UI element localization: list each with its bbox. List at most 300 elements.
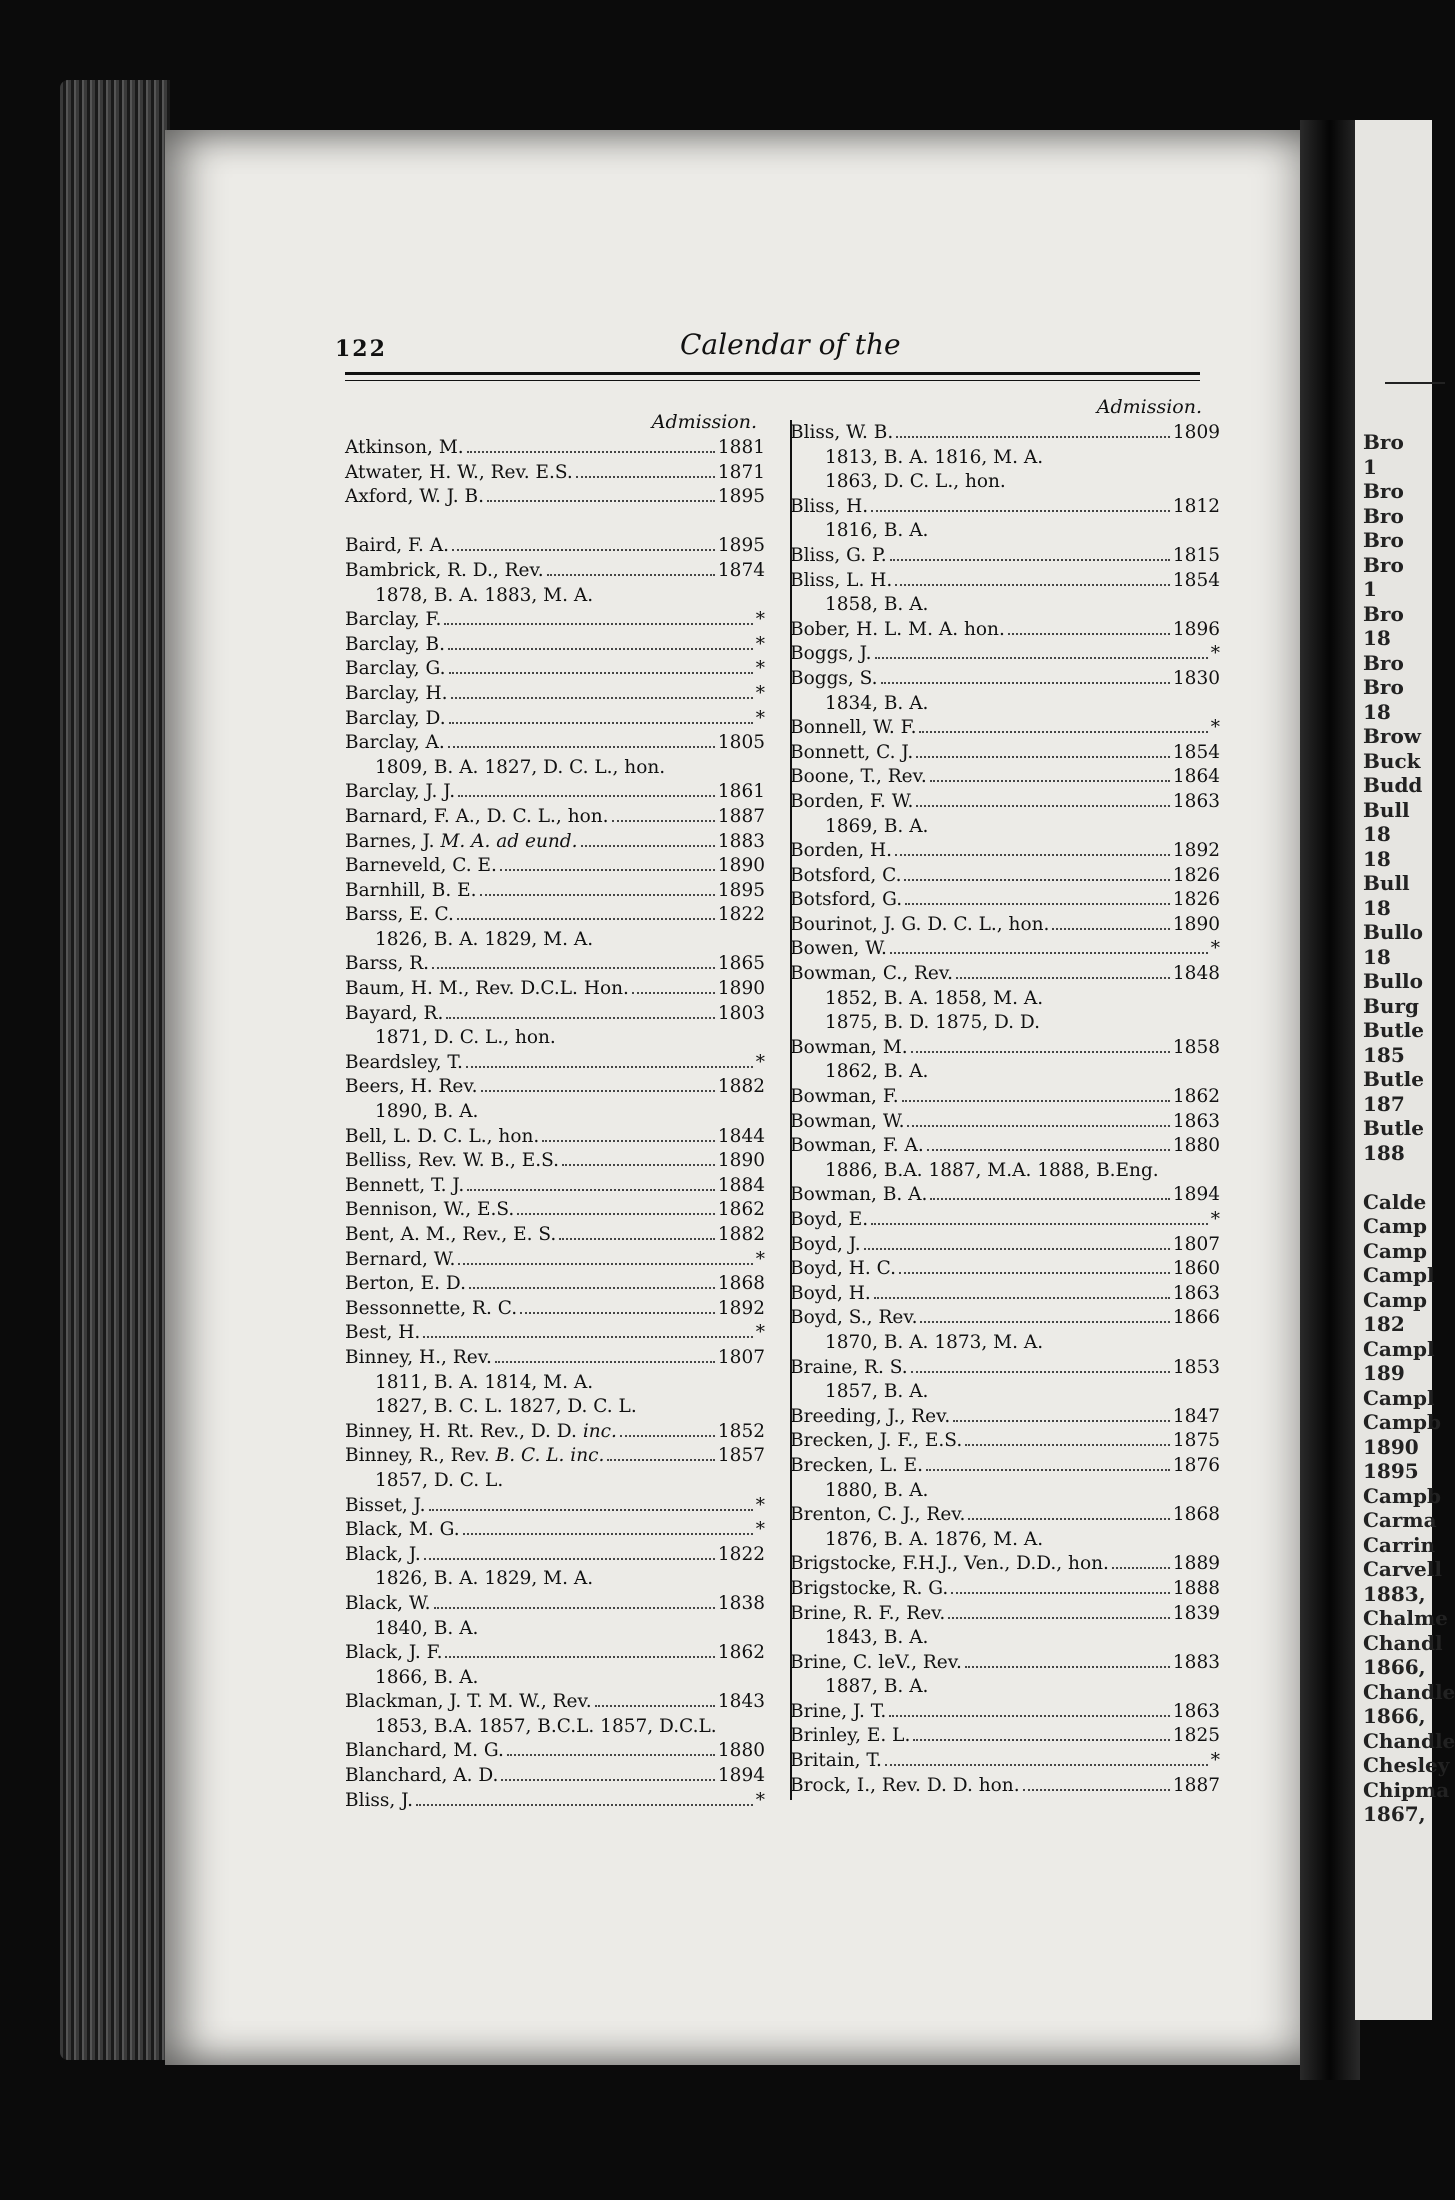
entry-name: Brigstocke, R. G. [790,1577,949,1599]
entry-name: Botsford, C. [790,864,902,886]
admission-year: * [1210,1209,1220,1230]
entry-note: M. A. hon. [908,618,1005,640]
entry-note: D. C. L., hon. [417,1125,540,1147]
leader-dots [953,1420,1170,1422]
leader-dots [1052,928,1170,930]
entry-row [785,716,1220,741]
admission-year: 1882 [717,1076,765,1098]
leader-dots [500,869,715,871]
entry-row [785,839,1220,864]
facing-page-fragment: Campb [1363,1483,1442,1508]
entry-row [785,1749,1220,1774]
entry-name: Bennison, W., E.S. [345,1199,515,1221]
entry-name: Boyd, H. [790,1282,871,1304]
entry-name: Bowman, F. [790,1086,899,1108]
admission-year: 1887 [717,805,765,827]
entry-name: Atkinson, M. [345,437,464,458]
entry-row [785,790,1220,815]
facing-page-fragment: 1883, [1363,1581,1426,1606]
entry-name: Bowman, W. [790,1110,905,1132]
leader-dots [429,1509,753,1511]
entry-row [785,1602,1220,1627]
leader-dots [451,697,753,699]
facing-page-fragment: Chipma [1363,1777,1450,1802]
entry-row [785,1134,1220,1159]
facing-page-fragment: 182 [1363,1312,1405,1336]
leader-dots [467,1189,715,1191]
facing-page-fragment: Bull [1363,871,1410,895]
degree-text: 1809, B. A. 1827, D. C. L., hon. [375,756,666,778]
admission-year: 1863 [1172,1282,1220,1304]
book-gutter [1300,120,1360,2080]
entry-row [345,682,765,707]
admission-year: 1866 [1172,1307,1220,1329]
leader-dots [916,756,1170,758]
entry-note: M. A. ad eund. [440,830,578,852]
entry-name: Black, W. [345,1592,431,1614]
entry-row [345,1739,765,1764]
leader-dots [466,1066,753,1068]
leader-dots [559,1238,715,1240]
entry-degree-line [785,1380,1220,1405]
leader-dots [495,1361,715,1363]
degree-text: 1827, B. C. L. 1827, D. C. L. [375,1396,637,1418]
admission-year: 1882 [717,1224,765,1245]
page-header [335,328,1215,368]
leader-dots [562,1164,715,1166]
facing-page-fragment: Campb [1363,1410,1442,1434]
facing-page-fragment: Carvell [1363,1557,1442,1581]
entry-degree-line [785,519,1220,544]
entry-name: Bowman, C., Rev. [790,963,953,985]
admission-year: 1880 [1172,1135,1220,1157]
leader-dots [424,1558,715,1560]
admission-year: 1865 [717,953,765,975]
admission-year: 1830 [1172,667,1220,689]
admission-year: * [755,609,765,631]
leader-dots [458,1263,752,1265]
admission-year: 1894 [1172,1184,1220,1206]
admission-year: * [755,1322,765,1344]
admission-year: * [755,633,765,655]
leader-dots [1023,1789,1170,1791]
degree-text: 1852, B. A. 1858, M. A. [825,987,1044,1009]
entry-name: Borden, F. W. [790,790,914,812]
entry-row [785,765,1220,790]
entry-row [785,618,1220,643]
entry-row [785,1208,1220,1233]
degree-text: 1857, B. A. [825,1381,929,1403]
entry-spacer [345,510,765,535]
entry-name: Barnes, J. [345,830,435,852]
admission-year: * [755,658,765,680]
facing-page-fragment: Chandle [1363,1728,1455,1753]
entry-name: Bliss, W. B. [790,422,894,443]
entry-degree-line [785,470,1220,495]
admission-year: 1895 [717,486,765,508]
facing-page-fragment: Buck [1363,748,1421,773]
entry-row [345,1764,765,1789]
facing-page-fragment: Brow [1363,724,1421,748]
degree-text: 1871, D. C. L., hon. [375,1027,556,1049]
leader-dots [911,1371,1170,1373]
entry-row [345,1420,765,1445]
entry-row [345,731,765,756]
entry-name: Boggs, S. [790,667,878,689]
admission-year: 1887 [1172,1774,1220,1796]
facing-page-fragment: Camp [1363,1214,1428,1238]
entry-name: Brecken, L. E. [790,1454,924,1476]
admission-year: 1839 [1172,1602,1220,1624]
entry-name: Beardsley, T. [345,1051,463,1073]
entry-degree-line [345,1715,765,1740]
facing-page-fragment: 18 [1363,626,1391,650]
entry-row [345,854,765,879]
leader-dots [632,992,715,994]
leader-dots [968,1518,1169,1520]
entry-row [345,1494,765,1519]
admission-year: 1871 [717,461,765,483]
facing-page-fragment: Bro [1363,601,1404,626]
entry-name: Boggs, J. [790,643,872,665]
leader-dots [423,1336,753,1338]
entry-row [785,1233,1220,1258]
leader-dots [517,1213,715,1215]
leader-dots [875,657,1208,659]
entry-name: Blackman, J. T. M. W., Rev. [345,1691,592,1713]
running-title: Calendar of the [680,328,901,361]
entry-row [785,1405,1220,1430]
admission-year: 1825 [1172,1725,1220,1747]
admission-year: 1890 [717,1150,765,1172]
leader-dots [469,1287,715,1289]
admission-year: 1875 [1172,1430,1220,1452]
leader-dots [444,623,752,625]
entry-row [785,962,1220,987]
facing-page-fragment: Bro [1363,552,1404,577]
leader-dots [930,780,1170,782]
leader-dots [434,1607,715,1609]
degree-text: 1887, B. A. [825,1676,929,1698]
facing-page-fragment: Bro [1363,503,1404,528]
leader-dots [881,682,1170,684]
admission-year: 1892 [717,1297,765,1319]
entry-name: Best, H. [345,1322,421,1344]
entry-row [785,1183,1220,1208]
leader-dots [871,510,1170,512]
entry-degree-line [345,1666,765,1691]
facing-page-fragment: Bullo [1363,969,1423,993]
admission-year: 1860 [1172,1258,1220,1280]
entry-row [785,913,1220,938]
entry-row [345,1075,765,1100]
entry-name: Barclay, H. [345,682,448,704]
entry-row [785,1503,1220,1528]
degree-text: 1890, B. A. [375,1101,479,1123]
entry-degree-line [785,1528,1220,1553]
admission-year: 1892 [1172,840,1220,862]
entry-row [345,485,765,510]
page-number: 122 [335,336,387,362]
leader-dots [902,1100,1170,1102]
entry-row [785,1282,1220,1307]
leader-dots [890,952,1208,954]
entry-name: Bober, H. L. [790,618,903,640]
entry-degree-line [785,1011,1220,1036]
leader-dots [607,1459,715,1461]
facing-page-fragment: 1 [1363,577,1377,601]
admission-year: 1894 [717,1765,765,1787]
entry-name: Barclay, A. [345,732,445,754]
entry-note: D.C.L. Hon. [520,978,629,1000]
leader-dots [520,1312,715,1314]
leader-dots [927,1149,1170,1151]
degree-text: 1853, B.A. 1857, B.C.L. 1857, D.C.L. [375,1715,717,1737]
admission-year: 1889 [1172,1553,1220,1575]
entry-name: Binney, H. Rt. Rev., D. D. [345,1420,577,1442]
entry-name: Braine, R. S. [790,1356,908,1378]
leader-dots [507,1754,715,1756]
entry-name: Brock, I., Rev. [790,1774,921,1796]
facing-page [1355,120,1455,2020]
degree-text: 1878, B. A. 1883, M. A. [375,584,594,606]
entry-degree-line [345,1100,765,1125]
facing-page-fragment: 18 [1363,699,1391,724]
leader-dots [896,436,1170,438]
leader-dots [965,1444,1170,1446]
admission-year: * [755,1494,765,1516]
admission-year: * [755,1789,765,1811]
admission-year: 1854 [1172,741,1220,763]
leader-dots [432,967,715,969]
entry-row [345,1592,765,1617]
entry-row [345,830,765,855]
entry-name: Brine, C. leV., Rev. [790,1651,962,1673]
entry-name: Bliss, L. H. [790,569,893,591]
degree-text: 1886, B.A. 1887, M.A. 1888, B.Eng. [825,1159,1159,1181]
left-column-heading: Admission. [651,411,757,433]
entry-degree-line [345,1026,765,1051]
entry-name: Binney, H., Rev. [345,1346,492,1368]
facing-page-fragment: Calde [1363,1189,1427,1214]
entry-name: Boone, T., Rev. [790,766,927,788]
facing-page-fragment: 1867, [1363,1802,1426,1826]
leader-dots [547,574,715,576]
leader-dots [874,1297,1170,1299]
entry-name: Bell, L. [345,1125,412,1147]
entry-row [785,1257,1220,1282]
admission-year: 1890 [1172,913,1220,935]
entry-row [345,879,765,904]
entry-name: Barclay, F. [345,609,442,631]
leader-dots [885,1764,1208,1766]
entry-degree-line [785,987,1220,1012]
facing-page-fragment: Bull [1363,797,1410,822]
entry-name: Boyd, J. [790,1233,861,1255]
degree-text: 1826, B. A. 1829, M. A. [375,1568,594,1590]
leader-dots [576,476,715,478]
entry-name: Bowen, W. [790,938,887,960]
facing-page-fragment: Bro [1363,479,1404,503]
entry-name: Botsford, G. [790,889,903,911]
admission-year: 1895 [717,879,765,901]
admission-year: 1803 [717,1002,765,1024]
degree-text: 1869, B. A. [825,815,929,837]
entry-degree-line [785,1159,1220,1184]
entry-degree-line [785,1626,1220,1651]
leader-dots [920,1321,1169,1323]
degree-text: 1863, D. C. L., hon. [825,471,1006,493]
entry-row [345,952,765,977]
entry-row [345,436,765,461]
leader-dots [449,672,753,674]
leader-dots [905,903,1170,905]
facing-page-fragment: 18 [1363,895,1391,920]
entry-name: Belliss, Rev. W. B., E.S. [345,1150,559,1172]
degree-text: 1843, B. A. [825,1627,929,1649]
leader-dots [542,1140,715,1142]
leader-dots [948,1617,1170,1619]
right-column-heading: Admission. [1096,396,1202,418]
admission-year: 1857 [717,1445,765,1467]
entry-name: Bowman, M. [790,1036,908,1058]
admission-year: 1880 [717,1740,765,1762]
entry-row [345,1690,765,1715]
leader-dots [904,879,1169,881]
facing-page-fragment: 1866, [1363,1655,1426,1679]
admission-year: 1863 [1172,1110,1220,1132]
admission-year: 1868 [1172,1504,1220,1526]
entry-name: Bayard, R. [345,1002,444,1024]
entry-degree-line [785,593,1220,618]
entry-name: Bessonnette, R. C. [345,1297,518,1319]
entry-name: Bliss, H. [790,495,869,517]
admission-year: * [1210,1750,1220,1772]
admission-year: * [755,707,765,729]
entry-row [785,1036,1220,1061]
entry-row [785,569,1220,594]
entry-row [345,1198,765,1223]
admission-year: * [1210,717,1220,739]
entry-row [345,707,765,732]
leader-dots [919,731,1207,733]
entry-name: Barss, R. [345,953,430,975]
entry-row [785,1774,1220,1799]
leader-dots [457,918,715,920]
entry-row [345,1174,765,1199]
entry-row [345,1444,765,1469]
header-rule [345,372,1200,375]
leader-dots [864,1248,1170,1250]
facing-page-fragment: Campl [1363,1263,1435,1287]
entry-name: Bonnett, C. J. [790,741,914,763]
facing-page-fragment: Chandl [1363,1630,1443,1655]
facing-page-fragment: Campl [1363,1385,1435,1410]
entry-row [785,642,1220,667]
admission-year: 1807 [717,1346,765,1368]
admission-year: 1822 [717,904,765,926]
entry-name: Blanchard, A. D. [345,1765,499,1787]
degree-text: 1834, B. A. [825,692,929,714]
entry-name: Bliss, G. P. [790,544,887,566]
entry-row [345,1543,765,1568]
admission-year: 1890 [717,978,765,1000]
admission-year: 1854 [1172,569,1220,591]
degree-text: 1880, B. A. [825,1479,929,1501]
entry-degree-line [345,1567,765,1592]
admission-year: * [755,1051,765,1073]
entry-note: B. C. L. inc. [495,1445,605,1467]
facing-page-fragment: Chalme [1363,1606,1448,1630]
leader-dots [871,1223,1208,1225]
entry-name: Black, J. [345,1543,421,1565]
facing-page-fragment: 1866, [1363,1704,1426,1728]
entry-name: Barclay, J. J. [345,781,456,803]
degree-text: 1816, B. A. [825,520,929,542]
entry-degree-line [785,1479,1220,1504]
entry-degree-line [345,756,765,781]
admission-year: * [755,682,765,704]
entry-name: Barneveld, C. E. [345,855,497,877]
leader-dots [895,854,1170,856]
degree-text: 1862, B. A. [825,1061,929,1083]
admission-year: 1853 [1172,1356,1220,1378]
leader-dots [448,648,753,650]
leader-dots [467,451,715,453]
leader-dots [445,1656,714,1658]
entry-name: Bernard, W. [345,1248,456,1270]
entry-name: Bliss, J. [345,1789,414,1811]
entry-row [345,1149,765,1174]
entry-name: Beers, H. Rev. [345,1076,478,1098]
facing-page-fragment: 1895 [1363,1459,1419,1483]
leader-dots [951,1592,1170,1594]
degree-text: 1858, B. A. [825,594,929,616]
facing-page-fragment: Butle [1363,1116,1425,1140]
entry-row [345,977,765,1002]
entry-name: Black, J. F. [345,1642,443,1664]
admission-year: * [755,1519,765,1541]
facing-page-fragment: Camp [1363,1238,1428,1263]
facing-page-fragment: Butle [1363,1018,1425,1042]
entry-row [785,1577,1220,1602]
entry-name: Brecken, J. F., E.S. [790,1430,963,1452]
admission-year: 1888 [1172,1577,1220,1599]
leader-dots [620,1435,715,1437]
leader-dots [448,746,715,748]
entry-name: Bent, A. M., Rev., E. S. [345,1224,557,1245]
entry-degree-line [785,815,1220,840]
leader-dots [1008,633,1170,635]
leader-dots [913,1739,1170,1741]
entry-degree-line [785,1675,1220,1700]
facing-page-fragment: Camp [1363,1287,1428,1312]
admission-year: 1863 [1172,790,1220,812]
degree-text: 1870, B. A. 1873, M. A. [825,1331,1044,1353]
entry-row [785,1651,1220,1676]
admission-year: 1807 [1172,1233,1220,1255]
admission-year: 1844 [717,1125,765,1147]
degree-text: 1866, B. A. [375,1666,479,1688]
right-column [785,395,1220,1798]
entry-name: Brinley, E. L. [790,1725,911,1747]
admission-year: 1843 [717,1691,765,1713]
facing-page-fragment: Bullo [1363,920,1423,944]
admission-year: 1863 [1172,1700,1220,1722]
leader-dots [501,1779,715,1781]
admission-year: 1805 [717,732,765,754]
admission-year: 1881 [717,437,765,458]
